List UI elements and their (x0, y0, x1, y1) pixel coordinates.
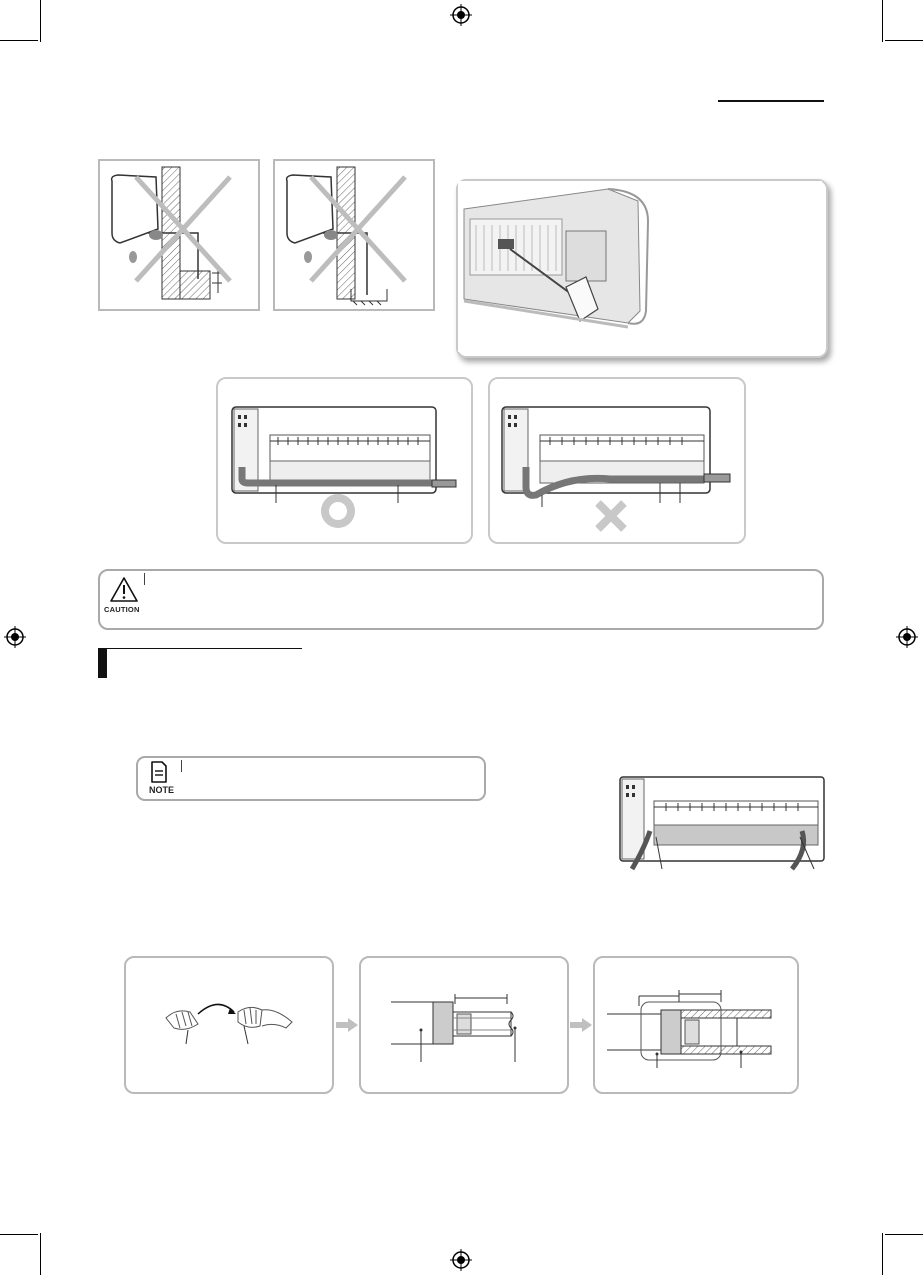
registration-mark-icon (450, 4, 472, 26)
trim-mark (882, 0, 883, 42)
figure-drain-hose-both-sides (616, 775, 828, 871)
note-label: NOTE (149, 785, 175, 795)
next-step-arrow-icon (336, 1018, 358, 1032)
header-rule (718, 100, 824, 102)
note-divider (181, 760, 182, 772)
figure-step-1-hose (124, 956, 334, 1094)
trim-mark (40, 0, 41, 42)
figure-step-3-tape (593, 956, 799, 1094)
document-icon (150, 761, 168, 783)
warning-triangle-icon (109, 575, 139, 603)
registration-mark-icon (450, 1249, 472, 1271)
section-rule (107, 648, 302, 649)
trim-mark (885, 40, 923, 41)
figure-wrong-drain-1 (98, 159, 260, 311)
caution-divider (144, 573, 145, 585)
trim-mark (0, 1234, 38, 1235)
next-step-arrow-icon (570, 1018, 592, 1032)
figure-step-2-insert (359, 956, 569, 1094)
trim-mark (40, 1233, 41, 1275)
figure-drain-cap-photo (456, 179, 828, 358)
registration-mark-icon (896, 626, 918, 648)
caution-box (98, 569, 824, 630)
registration-mark-icon (4, 626, 26, 648)
trim-mark (0, 40, 38, 41)
figure-drain-hose-correct (216, 377, 473, 544)
figure-wrong-drain-2 (273, 159, 435, 311)
caution-label: CAUTION (104, 605, 140, 614)
trim-mark (885, 1234, 923, 1235)
note-box (136, 756, 486, 801)
section-marker (98, 648, 107, 678)
trim-mark (882, 1233, 883, 1275)
figure-drain-hose-wrong (488, 377, 746, 544)
